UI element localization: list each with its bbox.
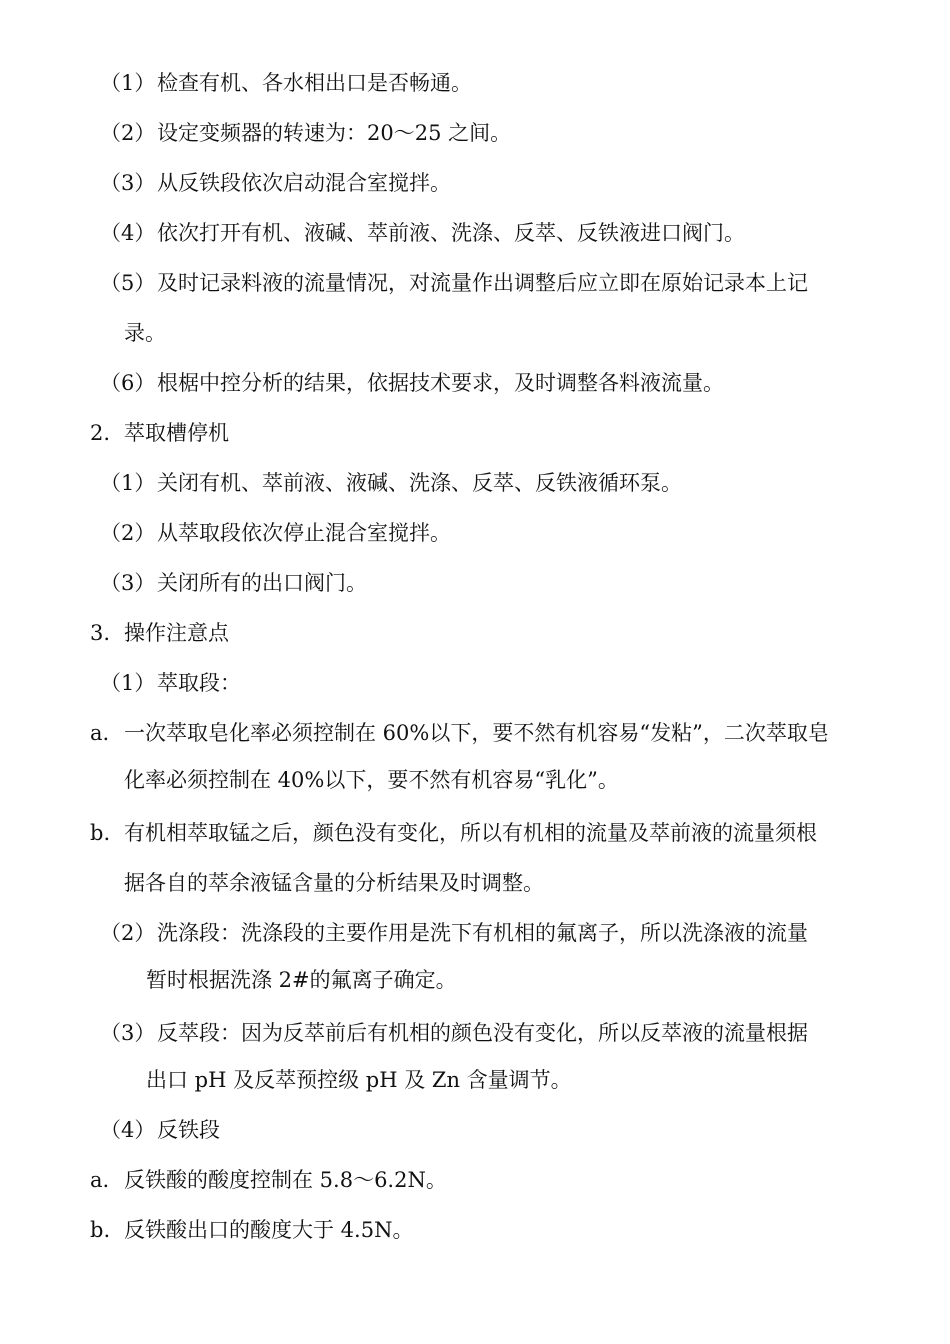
item-text: 从萃取段依次停止混合室搅拌。 <box>157 521 451 545</box>
item-text: 根椐中控分析的结果，依据技术要求，及时调整各料液流量。 <box>157 371 724 395</box>
item-marker: （1） <box>100 71 156 95</box>
item-marker: b. <box>90 821 111 845</box>
item-marker: b. <box>90 1218 111 1242</box>
item-marker: （3） <box>100 1021 156 1045</box>
item-continuation: 录。 <box>124 321 166 345</box>
item-text: 有机相萃取锰之后，颜色没有变化，所以有机相的流量及萃前液的流量须根 <box>124 821 817 845</box>
item-text: 萃取段： <box>157 671 241 695</box>
item-text: 及时记录料液的流量情况，对流量作出调整后应立即在原始记录本上记 <box>157 271 808 295</box>
item-marker: （4） <box>100 1118 156 1142</box>
item-marker: （1） <box>100 471 156 495</box>
item-continuation: 据各自的萃余液锰含量的分析结果及时调整。 <box>124 871 544 895</box>
item-marker: （5） <box>100 271 156 295</box>
item-marker: a. <box>90 1168 110 1192</box>
item-marker: （3） <box>100 571 156 595</box>
item-text: 关闭所有的出口阀门。 <box>157 571 367 595</box>
section-number: 2. <box>90 421 111 445</box>
item-marker: a. <box>90 721 110 745</box>
item-text: 反铁酸出口的酸度大于 4.5N。 <box>124 1218 414 1242</box>
item-text: 反铁段 <box>157 1118 220 1142</box>
item-continuation: 出口 pH 及反萃预控级 pH 及 Zn 含量调节。 <box>146 1068 572 1092</box>
item-text: 从反铁段依次启动混合室搅拌。 <box>157 171 451 195</box>
item-text: 洗涤段：洗涤段的主要作用是洗下有机相的氟离子，所以洗涤液的流量 <box>157 921 808 945</box>
item-text: 一次萃取皂化率必须控制在 60%以下，要不然有机容易“发粘”，二次萃取皂 <box>124 721 829 745</box>
item-marker: （2） <box>100 921 156 945</box>
section-number: 3. <box>90 621 111 645</box>
item-continuation: 化率必须控制在 40%以下，要不然有机容易“乳化”。 <box>124 768 619 792</box>
item-marker: （4） <box>100 221 156 245</box>
item-text: 依次打开有机、液碱、萃前液、洗涤、反萃、反铁液进口阀门。 <box>157 221 745 245</box>
section-title: 操作注意点 <box>124 621 229 645</box>
section-title: 萃取槽停机 <box>124 421 229 445</box>
item-marker: （2） <box>100 521 156 545</box>
item-marker: （3） <box>100 171 156 195</box>
item-marker: （6） <box>100 371 156 395</box>
item-marker: （1） <box>100 671 156 695</box>
item-text: 反铁酸的酸度控制在 5.8～6.2N。 <box>124 1168 447 1192</box>
item-text: 检查有机、各水相出口是否畅通。 <box>157 71 472 95</box>
item-text: 反萃段：因为反萃前后有机相的颜色没有变化，所以反萃液的流量根据 <box>157 1021 808 1045</box>
item-text: 关闭有机、萃前液、液碱、洗涤、反萃、反铁液循环泵。 <box>157 471 682 495</box>
item-continuation: 暂时根据洗涤 2#的氟离子确定。 <box>146 968 457 992</box>
item-marker: （2） <box>100 121 156 145</box>
item-text: 设定变频器的转速为：20～25 之间。 <box>157 121 512 145</box>
